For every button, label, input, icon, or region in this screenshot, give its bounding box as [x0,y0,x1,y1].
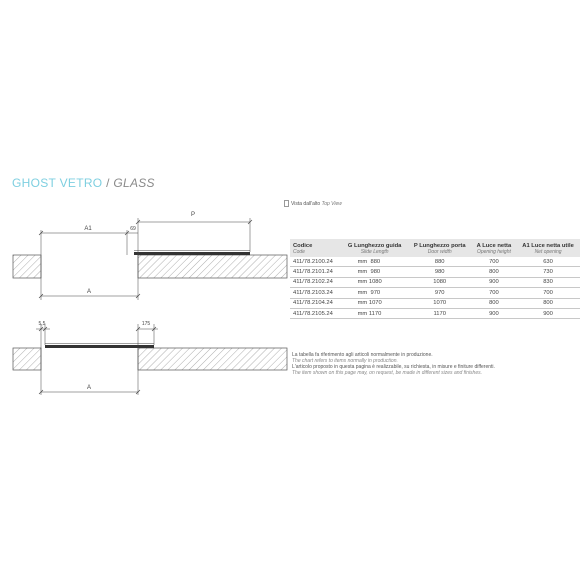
wall-right-top [138,255,287,278]
cell-p: 1070 [408,298,472,308]
specs-table [290,239,580,319]
cell-a: 700 [472,288,516,298]
cell-p: 1080 [408,277,472,287]
cell-a: 800 [472,267,516,277]
dim-label-a-top: A [86,289,92,295]
cell-a: 900 [472,277,516,287]
table-row [290,288,580,298]
title-separator: / [102,176,114,190]
title-main: GHOST VETRO [12,176,103,190]
cell-g: mm 1170 [342,308,408,318]
dim-label-left: 5,5 [38,321,46,327]
wall-left-top [13,255,41,278]
cell-p: 1170 [408,308,472,318]
cell-p: 880 [408,257,472,267]
cell-p: 980 [408,267,472,277]
header-a: A Luce netta Opening height [472,239,516,257]
note-line: The item shown on this page may, on request, be made in different sizes and finishes. [292,370,483,376]
header-p: P Lunghezzo porta Door width [408,239,472,257]
header-code: Codice Code [290,239,342,257]
dim-label-a-bottom: A [86,385,92,391]
view-note-translation: Top View [321,200,342,207]
dim-label-p: P [190,212,196,218]
table-row [290,267,580,277]
dim-label-right: 175 [141,321,151,327]
cell-a: 800 [472,298,516,308]
cell-a: 900 [472,308,516,318]
top-view-drawing [13,212,287,300]
note-line: L'articolo proposto in questa pagina è realizzabile, su richiesta, in misure e finiture differenti. [292,364,495,370]
header-g: G Lunghezzo guida Slide Length [342,239,408,257]
cell-g: mm 980 [342,267,408,277]
table-row [290,298,580,308]
note-line: La tabella fa riferimento agli articoli normalmente in produzione. [292,352,433,358]
header-a1: A1 Luce netta utile Net opening [516,239,580,257]
cell-a1: 700 [516,288,580,298]
view-note-label: Vista dall'alto [291,200,321,207]
cell-a1: 830 [516,277,580,287]
cell-a1: 800 [516,298,580,308]
cell-a: 700 [472,257,516,267]
cell-g: mm 970 [342,288,408,298]
bottom-view-drawing [13,321,287,395]
cell-code: 411/78.2104.24 [290,298,342,308]
sliding-door-top [134,252,250,255]
table-row [290,308,580,318]
dim-label-a1: A1 [84,226,92,232]
cell-code: 411/78.2103.24 [290,288,342,298]
wall-right-bottom [138,348,287,370]
title-subtitle: GLASS [113,176,155,190]
sliding-door-bottom [45,345,154,348]
cell-a1: 730 [516,267,580,277]
notes-block [292,352,584,376]
cell-g: mm 1080 [342,277,408,287]
cell-code: 411/78.2102.24 [290,277,342,287]
table-row [290,257,580,267]
dim-label-gap: 69 [130,226,136,232]
wall-left-bottom [13,348,41,370]
cell-code: 411/78.2100.24 [290,257,342,267]
cell-g: mm 1070 [342,298,408,308]
cell-a1: 900 [516,308,580,318]
table-row [290,277,580,287]
cell-code: 411/78.2101.24 [290,267,342,277]
cell-code: 411/78.2105.24 [290,308,342,318]
table-header-row [290,239,580,257]
cell-a1: 630 [516,257,580,267]
cell-g: mm 880 [342,257,408,267]
note-line: The chart refers to items normally in production. [292,358,398,364]
cell-p: 970 [408,288,472,298]
